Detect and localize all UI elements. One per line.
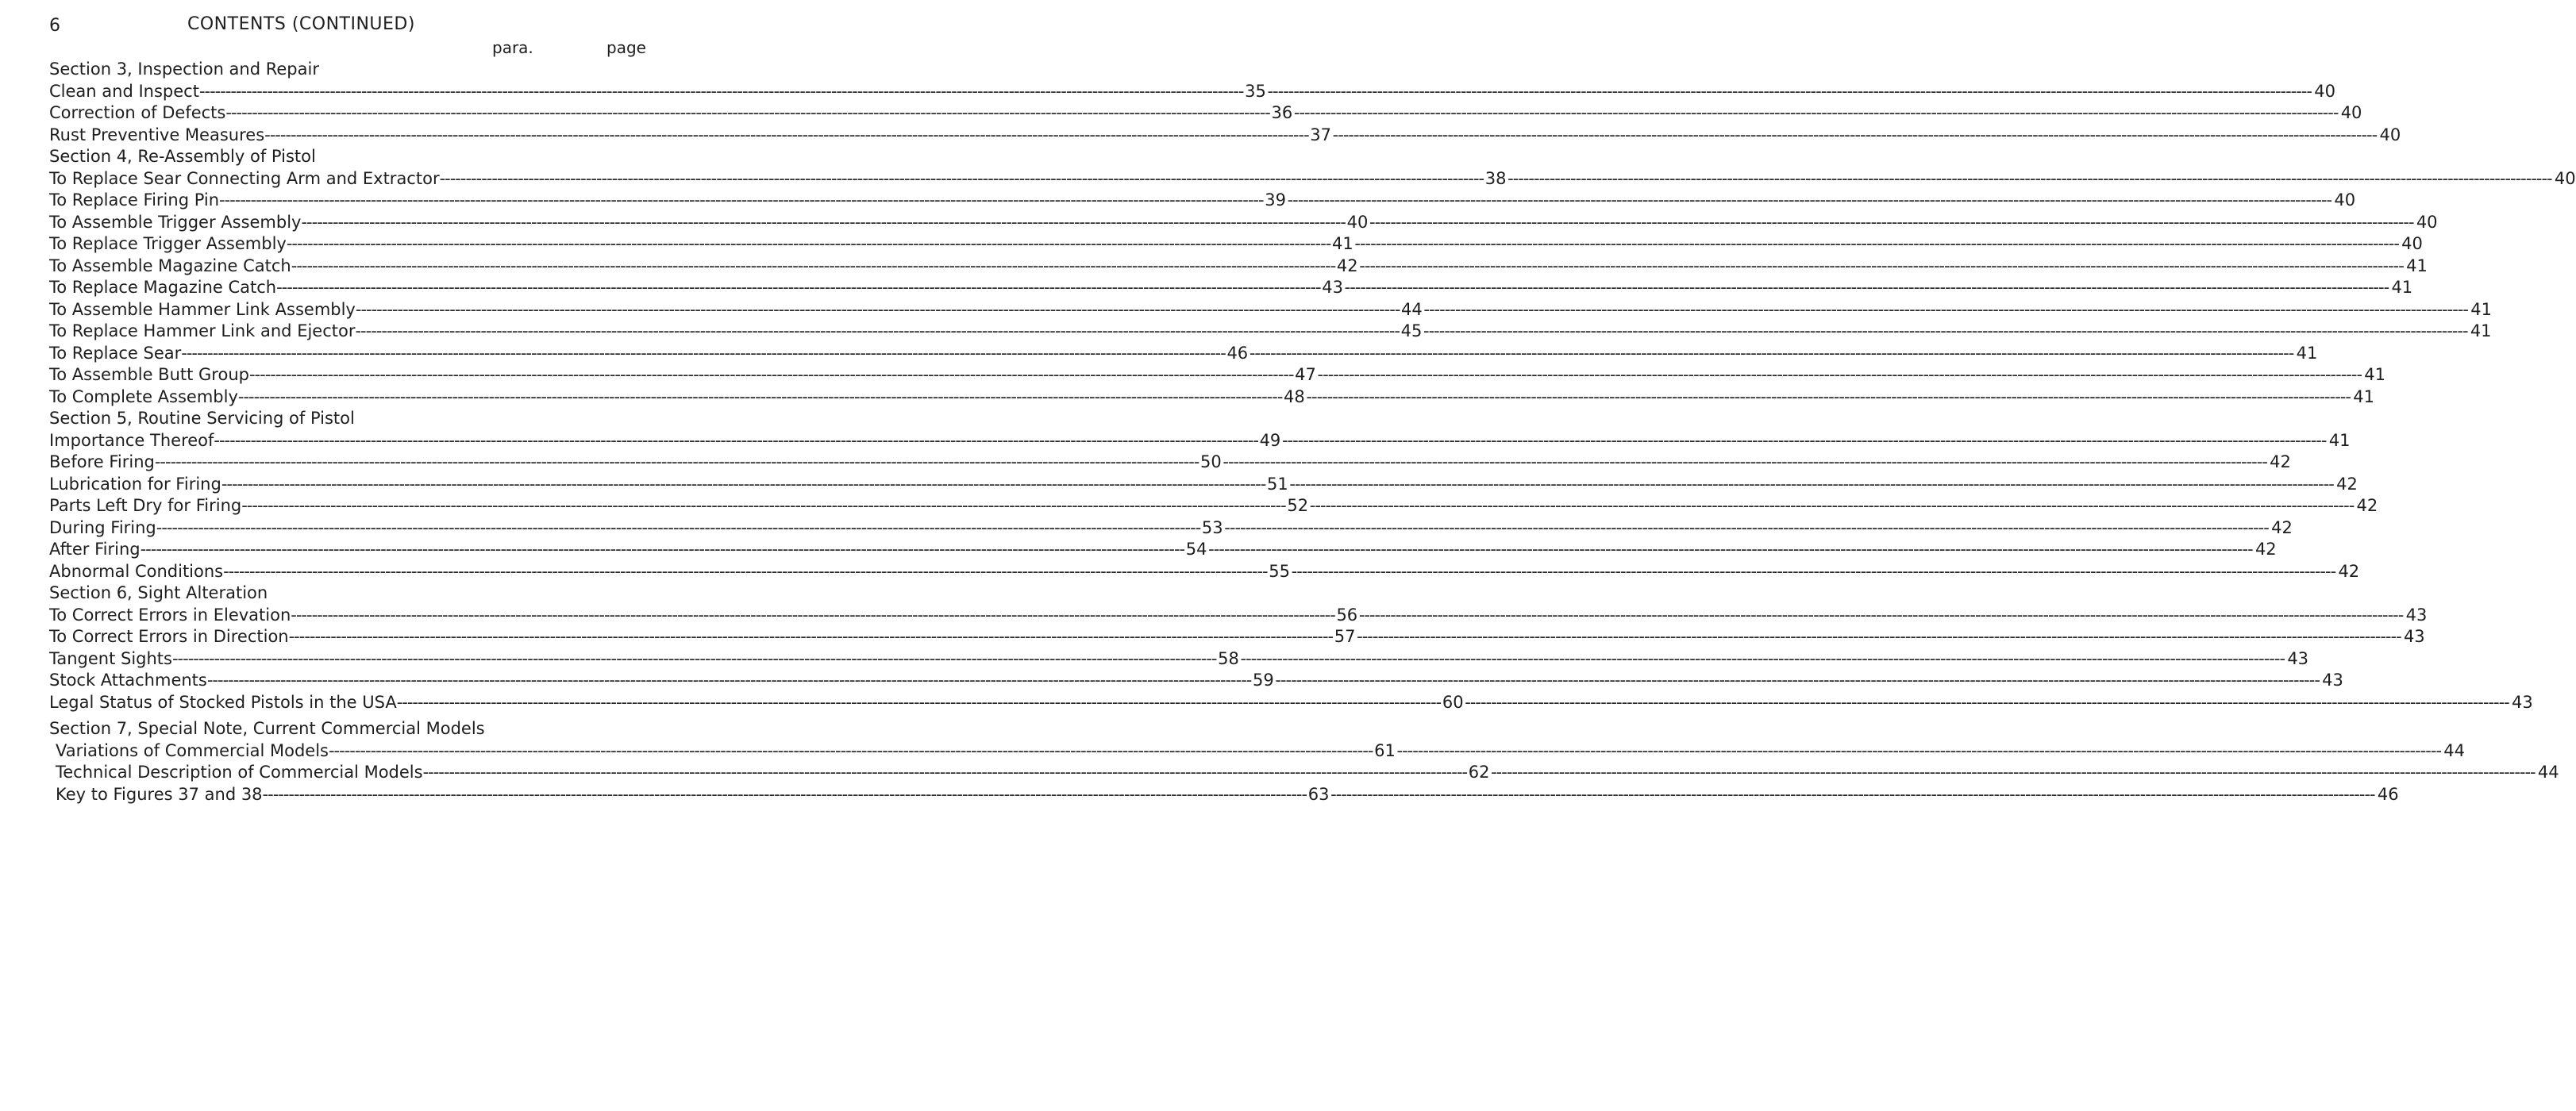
toc-section-heading: Section 3, Inspection and Repair [49, 60, 319, 79]
dot-leader: -------------------------------------------------------------------------------------------------------------------------------------------------------------------------------------------------------- [206, 671, 1252, 690]
toc-entry [49, 784, 2399, 806]
dot-leader: -------------------------------------------------------------------------------------------------------------------------------------------------------------------------------------------------------- [288, 627, 1334, 646]
toc-entry-page: 44 [2537, 763, 2559, 782]
toc-entry [49, 277, 2413, 299]
toc-entry-title: To Replace Sear [49, 343, 182, 363]
dot-leader: -------------------------------------------------------------------------------------------------------------------------------------------------------------------------------------------------------- [1309, 496, 2355, 515]
toc-entry [49, 364, 2386, 386]
toc-entry-para: 63 [1307, 784, 1330, 804]
toc-entry-para: 53 [1201, 517, 1223, 537]
toc-entry-title: Correction of Defects [49, 103, 226, 122]
toc-entry [49, 233, 2423, 256]
dot-leader: -------------------------------------------------------------------------------------------------------------------------------------------------------------------------------------------------------- [223, 561, 1268, 581]
toc-entry-page: 40 [2334, 190, 2356, 210]
dot-leader: -------------------------------------------------------------------------------------------------------------------------------------------------------------------------------------------------------- [1267, 81, 2312, 101]
toc-entry [49, 692, 2533, 714]
toc-entry-title: Legal Status of Stocked Pistols in the USA [49, 692, 397, 712]
dot-leader: -------------------------------------------------------------------------------------------------------------------------------------------------------------------------------------------------------- [1240, 648, 2285, 668]
toc-entry-page: 41 [2328, 430, 2351, 450]
running-title: CONTENTS (CONTINUED) [187, 14, 415, 34]
toc-entry [49, 125, 2401, 147]
dot-leader: -------------------------------------------------------------------------------------------------------------------------------------------------------------------------------------------------------- [262, 784, 1307, 804]
dot-leader: -------------------------------------------------------------------------------------------------------------------------------------------------------------------------------------------------------- [154, 452, 1199, 471]
toc-entry-para: 44 [1401, 299, 1423, 319]
dot-leader: -------------------------------------------------------------------------------------------------------------------------------------------------------------------------------------------------------- [1491, 763, 2536, 782]
toc-entry-para: 48 [1284, 386, 1305, 406]
toc-entry-title: Clean and Inspect [49, 81, 199, 101]
toc-entry-page: 43 [2403, 627, 2425, 646]
toc-entry-para: 55 [1269, 561, 1290, 581]
toc-entry-page: 41 [2391, 278, 2413, 297]
dot-leader: -------------------------------------------------------------------------------------------------------------------------------------------------------------------------------------------------------- [1249, 343, 2294, 363]
dot-leader: -------------------------------------------------------------------------------------------------------------------------------------------------------------------------------------------------------- [237, 386, 1283, 406]
toc-entry-title: Technical Description of Commercial Models [56, 763, 423, 782]
dot-leader: -------------------------------------------------------------------------------------------------------------------------------------------------------------------------------------------------------- [1224, 517, 2269, 537]
dot-leader: -------------------------------------------------------------------------------------------------------------------------------------------------------------------------------------------------------- [301, 212, 1346, 232]
dot-leader: -------------------------------------------------------------------------------------------------------------------------------------------------------------------------------------------------------- [214, 430, 1258, 450]
dot-leader: -------------------------------------------------------------------------------------------------------------------------------------------------------------------------------------------------------- [396, 692, 1442, 712]
dot-leader: -------------------------------------------------------------------------------------------------------------------------------------------------------------------------------------------------------- [355, 299, 1400, 319]
dot-leader: -------------------------------------------------------------------------------------------------------------------------------------------------------------------------------------------------------- [241, 496, 1286, 515]
toc-section-heading: Section 6, Sight Alteration [49, 583, 268, 602]
dot-leader: -------------------------------------------------------------------------------------------------------------------------------------------------------------------------------------------------------- [219, 190, 1264, 210]
dot-leader: -------------------------------------------------------------------------------------------------------------------------------------------------------------------------------------------------------- [198, 81, 1244, 101]
toc-entry-para: 51 [1266, 474, 1288, 494]
dot-leader: -------------------------------------------------------------------------------------------------------------------------------------------------------------------------------------------------------- [1287, 190, 2332, 210]
dot-leader: -------------------------------------------------------------------------------------------------------------------------------------------------------------------------------------------------------- [1332, 125, 2378, 144]
toc-entry-title: To Correct Errors in Elevation [49, 605, 291, 625]
toc-entry-title: To Replace Firing Pin [49, 190, 220, 210]
dot-leader: -------------------------------------------------------------------------------------------------------------------------------------------------------------------------------------------------------- [1293, 103, 2339, 122]
dot-leader: -------------------------------------------------------------------------------------------------------------------------------------------------------------------------------------------------------- [181, 343, 1226, 363]
toc-section-heading: Section 4, Re-Assembly of Pistol [49, 147, 316, 166]
toc-entry [49, 430, 2351, 452]
toc-entry-para: 37 [1310, 125, 1332, 144]
toc-entry-page: 42 [2338, 561, 2360, 581]
toc-entry-page: 42 [2336, 474, 2358, 494]
toc-entry-title: To Replace Magazine Catch [49, 278, 277, 297]
toc-entry-page: 43 [2322, 671, 2343, 690]
toc-entry [49, 343, 2318, 365]
toc-entry-page: 42 [2270, 452, 2291, 471]
dot-leader: -------------------------------------------------------------------------------------------------------------------------------------------------------------------------------------------------------- [1317, 365, 2362, 384]
dot-leader: -------------------------------------------------------------------------------------------------------------------------------------------------------------------------------------------------------- [225, 103, 1270, 122]
toc-entry-page: 41 [2364, 365, 2386, 384]
dot-leader: -------------------------------------------------------------------------------------------------------------------------------------------------------------------------------------------------------- [140, 540, 1185, 559]
dot-leader: -------------------------------------------------------------------------------------------------------------------------------------------------------------------------------------------------------- [1223, 452, 2267, 471]
toc-entry-title: To Replace Hammer Link and Ejector [49, 321, 356, 340]
toc-entry-title: To Assemble Magazine Catch [49, 256, 291, 275]
dot-leader: -------------------------------------------------------------------------------------------------------------------------------------------------------------------------------------------------------- [1423, 299, 2468, 319]
toc-entry [49, 670, 2343, 692]
toc-entry-page: 46 [2377, 784, 2399, 804]
toc-entry [49, 740, 2466, 763]
toc-entry-page: 40 [2554, 168, 2576, 188]
toc-entry-page: 40 [2340, 103, 2362, 122]
toc-entry-para: 62 [1468, 763, 1490, 782]
toc-entry-page: 40 [2314, 81, 2335, 101]
dot-leader: -------------------------------------------------------------------------------------------------------------------------------------------------------------------------------------------------------- [171, 648, 1217, 668]
toc-section-heading: Section 5, Routine Servicing of Pistol [49, 409, 355, 428]
dot-leader: -------------------------------------------------------------------------------------------------------------------------------------------------------------------------------------------------------- [1359, 256, 2404, 275]
column-header-para: para. [492, 38, 533, 57]
dot-leader: -------------------------------------------------------------------------------------------------------------------------------------------------------------------------------------------------------- [1354, 234, 2399, 253]
dot-leader: -------------------------------------------------------------------------------------------------------------------------------------------------------------------------------------------------------- [422, 763, 1468, 782]
toc-entry [49, 648, 2309, 671]
dot-leader: -------------------------------------------------------------------------------------------------------------------------------------------------------------------------------------------------------- [1306, 386, 2351, 406]
toc-entry-title: To Assemble Trigger Assembly [49, 212, 302, 232]
dot-leader: -------------------------------------------------------------------------------------------------------------------------------------------------------------------------------------------------------- [1357, 627, 2401, 646]
toc-entry-page: 40 [2416, 212, 2438, 232]
dot-leader: -------------------------------------------------------------------------------------------------------------------------------------------------------------------------------------------------------- [1396, 740, 2442, 760]
toc-entry [49, 102, 2362, 125]
toc-entry-title: Parts Left Dry for Firing [49, 496, 242, 515]
toc-section-heading: Section 7, Special Note, Current Commercial Models [49, 719, 485, 738]
toc-entry-para: 43 [1322, 278, 1343, 297]
toc-entry-para: 60 [1442, 692, 1464, 712]
toc-entry-page: 44 [2443, 740, 2466, 760]
dot-leader: -------------------------------------------------------------------------------------------------------------------------------------------------------------------------------------------------------- [1330, 784, 2375, 804]
dot-leader: -------------------------------------------------------------------------------------------------------------------------------------------------------------------------------------------------------- [248, 365, 1294, 384]
toc-entry-para: 41 [1332, 234, 1353, 253]
dot-leader: -------------------------------------------------------------------------------------------------------------------------------------------------------------------------------------------------------- [1465, 692, 2509, 712]
toc-entry-page: 41 [2353, 386, 2374, 406]
toc-entry-para: 42 [1336, 256, 1358, 275]
toc-entry-para: 56 [1336, 605, 1358, 625]
table-of-contents [49, 59, 2576, 805]
toc-entry-para: 46 [1226, 343, 1249, 363]
toc-entry-title: After Firing [49, 540, 141, 559]
toc-entry [49, 517, 2293, 540]
toc-entry-para: 50 [1200, 452, 1222, 471]
toc-entry-title: To Replace Trigger Assembly [49, 234, 287, 253]
toc-entry-para: 52 [1287, 496, 1309, 515]
toc-entry-title: Stock Attachments [49, 671, 207, 690]
toc-entry-para: 36 [1271, 103, 1293, 122]
dot-leader: -------------------------------------------------------------------------------------------------------------------------------------------------------------------------------------------------------- [1291, 561, 2336, 581]
toc-entry-page: 41 [2296, 343, 2318, 363]
dot-leader: -------------------------------------------------------------------------------------------------------------------------------------------------------------------------------------------------------- [1289, 474, 2334, 494]
toc-entry-title: Tangent Sights [49, 648, 172, 668]
toc-entry-page: 43 [2287, 648, 2309, 668]
dot-leader: -------------------------------------------------------------------------------------------------------------------------------------------------------------------------------------------------------- [221, 474, 1266, 494]
toc-entry [49, 190, 2356, 212]
toc-entry-para: 35 [1245, 81, 1266, 101]
toc-entry-para: 38 [1484, 168, 1507, 188]
toc-entry-title: During Firing [49, 517, 156, 537]
dot-leader: -------------------------------------------------------------------------------------------------------------------------------------------------------------------------------------------------------- [1208, 540, 2253, 559]
dot-leader: -------------------------------------------------------------------------------------------------------------------------------------------------------------------------------------------------------- [355, 321, 1400, 340]
page-number: 6 [49, 16, 60, 36]
dot-leader: -------------------------------------------------------------------------------------------------------------------------------------------------------------------------------------------------------- [291, 605, 1335, 625]
toc-entry [49, 561, 2360, 583]
dot-leader: -------------------------------------------------------------------------------------------------------------------------------------------------------------------------------------------------------- [156, 517, 1201, 537]
toc-entry-title: To Assemble Hammer Link Assembly [49, 299, 356, 319]
toc-entry-page: 42 [2356, 496, 2378, 515]
toc-entry-para: 40 [1346, 212, 1369, 232]
dot-leader: -------------------------------------------------------------------------------------------------------------------------------------------------------------------------------------------------------- [276, 278, 1321, 297]
dot-leader: -------------------------------------------------------------------------------------------------------------------------------------------------------------------------------------------------------- [1344, 278, 2389, 297]
dot-leader: -------------------------------------------------------------------------------------------------------------------------------------------------------------------------------------------------------- [1423, 321, 2468, 340]
toc-entry [49, 256, 2428, 278]
toc-entry-page: 42 [2271, 517, 2293, 537]
toc-entry-para: 39 [1265, 190, 1286, 210]
toc-entry-page: 40 [2401, 234, 2423, 253]
toc-entry-page: 40 [2379, 125, 2401, 144]
toc-entry-para: 61 [1374, 740, 1396, 760]
dot-leader: -------------------------------------------------------------------------------------------------------------------------------------------------------------------------------------------------------- [1358, 605, 2404, 625]
toc-entry-page: 43 [2405, 605, 2428, 625]
toc-entry [49, 212, 2438, 234]
toc-entry-title: Key to Figures 37 and 38 [56, 784, 263, 804]
toc-entry [49, 495, 2378, 517]
toc-entry-title: To Complete Assembly [49, 386, 238, 406]
toc-entry [49, 321, 2492, 343]
dot-leader: -------------------------------------------------------------------------------------------------------------------------------------------------------------------------------------------------------- [1281, 430, 2327, 450]
dot-leader: -------------------------------------------------------------------------------------------------------------------------------------------------------------------------------------------------------- [291, 256, 1336, 275]
toc-entry-title: To Correct Errors in Direction [49, 627, 289, 646]
toc-entry-title: Variations of Commercial Models [56, 740, 329, 760]
toc-entry-para: 57 [1334, 627, 1356, 646]
dot-leader: -------------------------------------------------------------------------------------------------------------------------------------------------------------------------------------------------------- [264, 125, 1309, 144]
column-header-page: page [606, 38, 646, 57]
toc-entry-para: 54 [1185, 540, 1207, 559]
dot-leader: -------------------------------------------------------------------------------------------------------------------------------------------------------------------------------------------------------- [1507, 168, 2552, 188]
toc-entry-para: 45 [1400, 321, 1423, 340]
toc-entry [49, 626, 2425, 648]
toc-entry [49, 386, 2374, 409]
toc-entry-para: 47 [1295, 365, 1316, 384]
dot-leader: -------------------------------------------------------------------------------------------------------------------------------------------------------------------------------------------------------- [1369, 212, 2414, 232]
toc-entry-page: 41 [2470, 321, 2492, 340]
toc-entry-title: To Assemble Butt Group [49, 365, 249, 384]
dot-leader: -------------------------------------------------------------------------------------------------------------------------------------------------------------------------------------------------------- [286, 234, 1331, 253]
toc-entry-title: To Replace Sear Connecting Arm and Extractor [49, 168, 440, 188]
toc-entry-para: 58 [1218, 648, 1239, 668]
toc-entry-page: 41 [2470, 299, 2492, 319]
dot-leader: -------------------------------------------------------------------------------------------------------------------------------------------------------------------------------------------------------- [1275, 671, 2320, 690]
toc-entry [49, 474, 2358, 496]
toc-entry-page: 43 [2512, 692, 2533, 712]
toc-entry [49, 452, 2291, 474]
dot-leader: -------------------------------------------------------------------------------------------------------------------------------------------------------------------------------------------------------- [439, 168, 1484, 188]
toc-entry-title: Lubrication for Firing [49, 474, 221, 494]
toc-entry [49, 762, 2559, 784]
toc-entry-page: 42 [2254, 540, 2277, 559]
toc-entry-title: Abnormal Conditions [49, 561, 224, 581]
toc-entry-para: 49 [1259, 430, 1281, 450]
dot-leader: -------------------------------------------------------------------------------------------------------------------------------------------------------------------------------------------------------- [328, 740, 1373, 760]
toc-entry-title: Rust Preventive Measures [49, 125, 265, 144]
toc-entry-title: Before Firing [49, 452, 155, 471]
toc-entry [49, 605, 2428, 627]
toc-entry-page: 41 [2406, 256, 2428, 275]
toc-entry-title: Importance Thereof [49, 430, 214, 450]
toc-entry-para: 59 [1253, 671, 1274, 690]
toc-entry [49, 299, 2492, 321]
toc-entry [49, 539, 2277, 561]
toc-entry [49, 168, 2576, 190]
toc-entry [49, 81, 2335, 103]
